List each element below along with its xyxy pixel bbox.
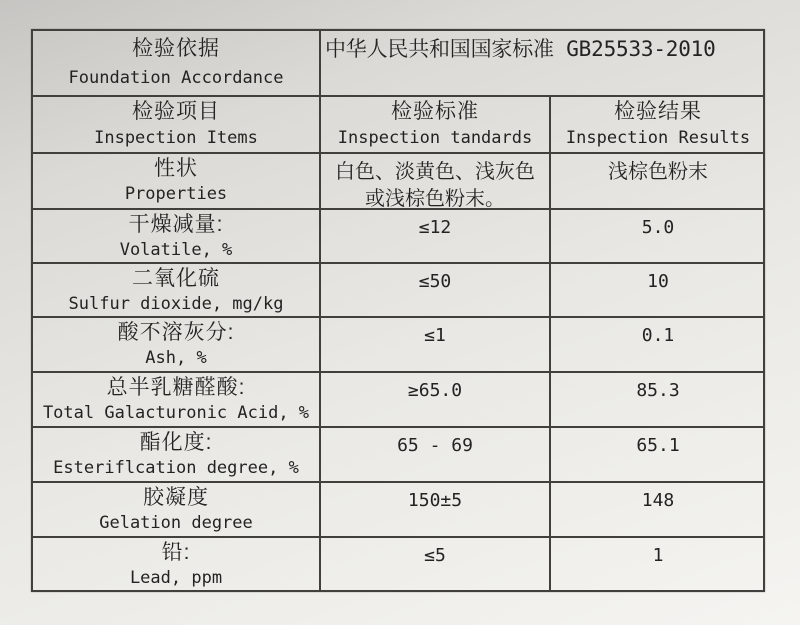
standard-cell-galacturonic-acid — [321, 373, 551, 428]
accordance-standard-number: 中华人民共和国国家标准 GB25533-2010 — [325, 37, 716, 61]
item-label-en: Properties — [124, 184, 228, 204]
item-label-zh: 铅: — [161, 541, 191, 564]
standard-value: ≤12 — [418, 217, 452, 238]
result-value: 10 — [647, 271, 669, 292]
result-cell-lead — [551, 538, 765, 592]
standard-value-line2: 或浅棕色粉末。 — [365, 188, 505, 210]
standard-cell-ash — [321, 318, 551, 373]
result-cell-gelation-degree — [551, 483, 765, 538]
standard-value: ≤1 — [424, 325, 446, 346]
accordance-label-en: Foundation Accordance — [68, 67, 284, 88]
result-value: 浅棕色粉末 — [608, 161, 708, 183]
item-cell-volatile — [33, 210, 321, 264]
column-header-items — [33, 97, 321, 154]
result-cell-sulfur-dioxide — [551, 264, 765, 318]
result-cell-esterification-degree — [551, 428, 765, 483]
item-label-zh: 总半乳糖醛酸: — [106, 376, 246, 399]
item-label-en: Lead, ppm — [129, 568, 223, 588]
result-cell-volatile — [551, 210, 765, 264]
result-cell-properties — [551, 154, 765, 210]
column-header-standards — [321, 97, 551, 154]
accordance-label-zh: 检验依据 — [132, 37, 220, 61]
standard-cell-properties — [321, 154, 551, 210]
item-label-zh: 酸不溶灰分: — [117, 321, 235, 344]
item-label-en: Gelation degree — [99, 513, 253, 533]
result-value: 1 — [652, 545, 664, 566]
standard-cell-volatile — [321, 210, 551, 264]
inspection-certificate-table — [31, 29, 765, 592]
standard-cell-sulfur-dioxide — [321, 264, 551, 318]
item-label-zh: 胶凝度 — [143, 486, 209, 509]
column-header-standards-en: Inspection tandards — [337, 127, 533, 148]
column-header-standards-zh: 检验标准 — [391, 100, 479, 124]
column-header-results-zh: 检验结果 — [614, 100, 702, 124]
column-header-items-en: Inspection Items — [94, 127, 258, 148]
item-cell-gelation-degree — [33, 483, 321, 538]
column-header-results — [551, 97, 765, 154]
item-label-zh: 二氧化硫 — [132, 267, 220, 290]
item-cell-properties — [33, 154, 321, 210]
column-header-items-zh: 检验项目 — [132, 100, 220, 124]
item-label-zh: 性状 — [154, 157, 198, 180]
result-value: 0.1 — [641, 325, 675, 346]
item-cell-esterification-degree — [33, 428, 321, 483]
standard-value: 白色、淡黄色、浅灰色 — [335, 161, 535, 183]
item-label-en: Total Galacturonic Acid, % — [42, 403, 310, 423]
item-cell-galacturonic-acid — [33, 373, 321, 428]
standard-cell-esterification-degree — [321, 428, 551, 483]
item-cell-sulfur-dioxide — [33, 264, 321, 318]
accordance-value-cell — [321, 31, 765, 97]
result-value: 148 — [641, 490, 675, 511]
item-label-zh: 酯化度: — [139, 431, 213, 454]
item-cell-lead — [33, 538, 321, 592]
standard-value: ≥65.0 — [407, 380, 463, 401]
standard-cell-lead — [321, 538, 551, 592]
item-label-zh: 干燥减量: — [128, 213, 224, 236]
standard-cell-gelation-degree — [321, 483, 551, 538]
standard-value: 150±5 — [407, 490, 463, 511]
standard-value: ≤5 — [424, 545, 446, 566]
result-cell-ash — [551, 318, 765, 373]
result-value: 65.1 — [636, 435, 680, 456]
accordance-label-cell — [33, 31, 321, 97]
result-cell-galacturonic-acid — [551, 373, 765, 428]
result-value: 85.3 — [636, 380, 680, 401]
item-label-en: Ash, % — [145, 348, 207, 368]
result-value: 5.0 — [641, 217, 675, 238]
item-label-en: Volatile, % — [119, 240, 233, 260]
column-header-results-en: Inspection Results — [565, 127, 751, 148]
item-label-en: Sulfur dioxide, mg/kg — [68, 294, 284, 314]
standard-value: 65 - 69 — [397, 435, 473, 456]
standard-value: ≤50 — [418, 271, 452, 292]
item-cell-ash — [33, 318, 321, 373]
item-label-en: Esteriflcation degree, % — [53, 458, 299, 478]
